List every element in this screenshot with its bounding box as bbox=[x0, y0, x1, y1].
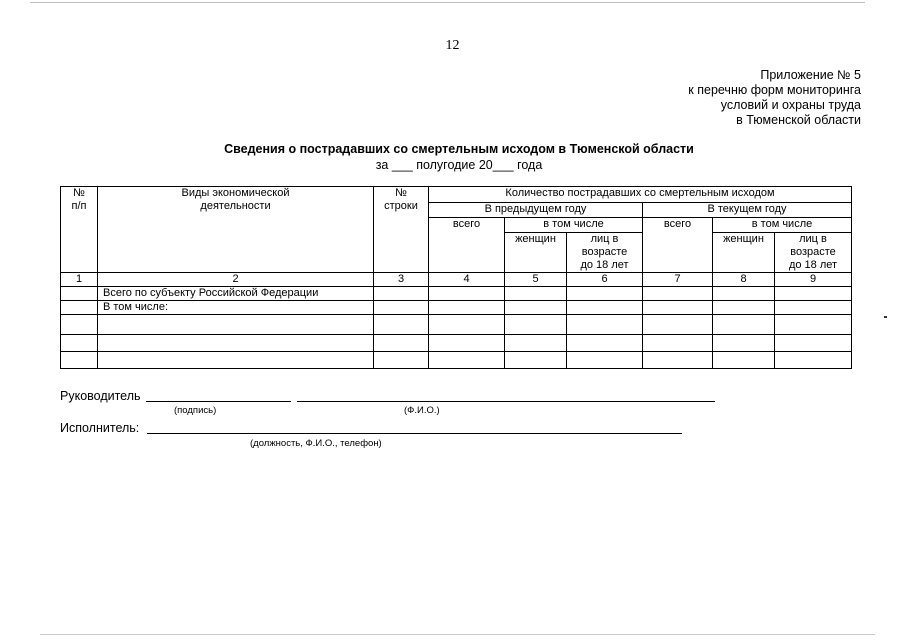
appendix-line-4: в Тюменской области bbox=[736, 113, 861, 127]
appendix-line-2: к перечню форм мониторинга bbox=[688, 83, 861, 97]
scan-speck bbox=[884, 316, 887, 318]
executor-line bbox=[147, 433, 682, 434]
header-prev-year: В предыдущем году bbox=[429, 203, 643, 218]
column-number-4: 4 bbox=[429, 273, 505, 287]
column-number-3: 3 bbox=[374, 273, 429, 287]
header-row-num: № п/п bbox=[61, 187, 98, 273]
header-curr-women: женщин bbox=[713, 233, 775, 273]
column-number-7: 7 bbox=[643, 273, 713, 287]
column-number-6: 6 bbox=[567, 273, 643, 287]
header-line-num: № строки bbox=[374, 187, 429, 273]
row-total-label: Всего по субъекту Российской Федерации bbox=[98, 287, 374, 301]
column-number-5: 5 bbox=[505, 273, 567, 287]
signature-hint: (подпись) bbox=[174, 405, 217, 416]
header-prev-including: в том числе bbox=[505, 218, 643, 233]
appendix-block bbox=[561, 68, 861, 128]
executor-label: Исполнитель: bbox=[60, 421, 140, 435]
column-number-9: 9 bbox=[775, 273, 852, 287]
column-number-1: 1 bbox=[61, 273, 98, 287]
column-number-2: 2 bbox=[98, 273, 374, 287]
appendix-line-3: условий и охраны труда bbox=[720, 98, 861, 112]
top-scan-rule bbox=[30, 2, 865, 3]
header-prev-under18: лиц в возрасте до 18 лет bbox=[567, 233, 643, 273]
executor-hint: (должность, Ф.И.О., телефон) bbox=[250, 438, 382, 449]
header-curr-year: В текущем году bbox=[643, 203, 852, 218]
head-label: Руководитель bbox=[60, 389, 141, 403]
header-curr-total: всего bbox=[643, 218, 713, 273]
table-row-empty bbox=[61, 335, 852, 352]
header-curr-including: в том числе bbox=[713, 218, 852, 233]
fatalities-table bbox=[60, 186, 852, 369]
header-fatalities-count: Количество пострадавших со смертельным исходом bbox=[429, 187, 852, 203]
header-activity: Виды экономической деятельности bbox=[98, 187, 374, 273]
table-row-total bbox=[61, 287, 852, 301]
row-including-label: В том числе: bbox=[98, 301, 374, 315]
header-prev-total: всего bbox=[429, 218, 505, 273]
name-hint: (Ф.И.О.) bbox=[404, 405, 440, 416]
bottom-scan-rule bbox=[40, 634, 875, 635]
table-row-empty bbox=[61, 315, 852, 335]
head-name-line bbox=[297, 401, 715, 402]
header-prev-women: женщин bbox=[505, 233, 567, 273]
appendix-line-1: Приложение № 5 bbox=[760, 68, 861, 82]
document-title: Сведения о пострадавших со смертельным исходом в Тюменской области bbox=[224, 142, 694, 156]
column-number-8: 8 bbox=[713, 273, 775, 287]
reporting-period: за ___ полугодие 20___ года bbox=[375, 158, 543, 172]
header-curr-under18: лиц в возрасте до 18 лет bbox=[775, 233, 852, 273]
signature-line bbox=[146, 401, 291, 402]
table-row-empty bbox=[61, 352, 852, 369]
page-number: 12 bbox=[445, 38, 460, 53]
table-row-including bbox=[61, 301, 852, 315]
